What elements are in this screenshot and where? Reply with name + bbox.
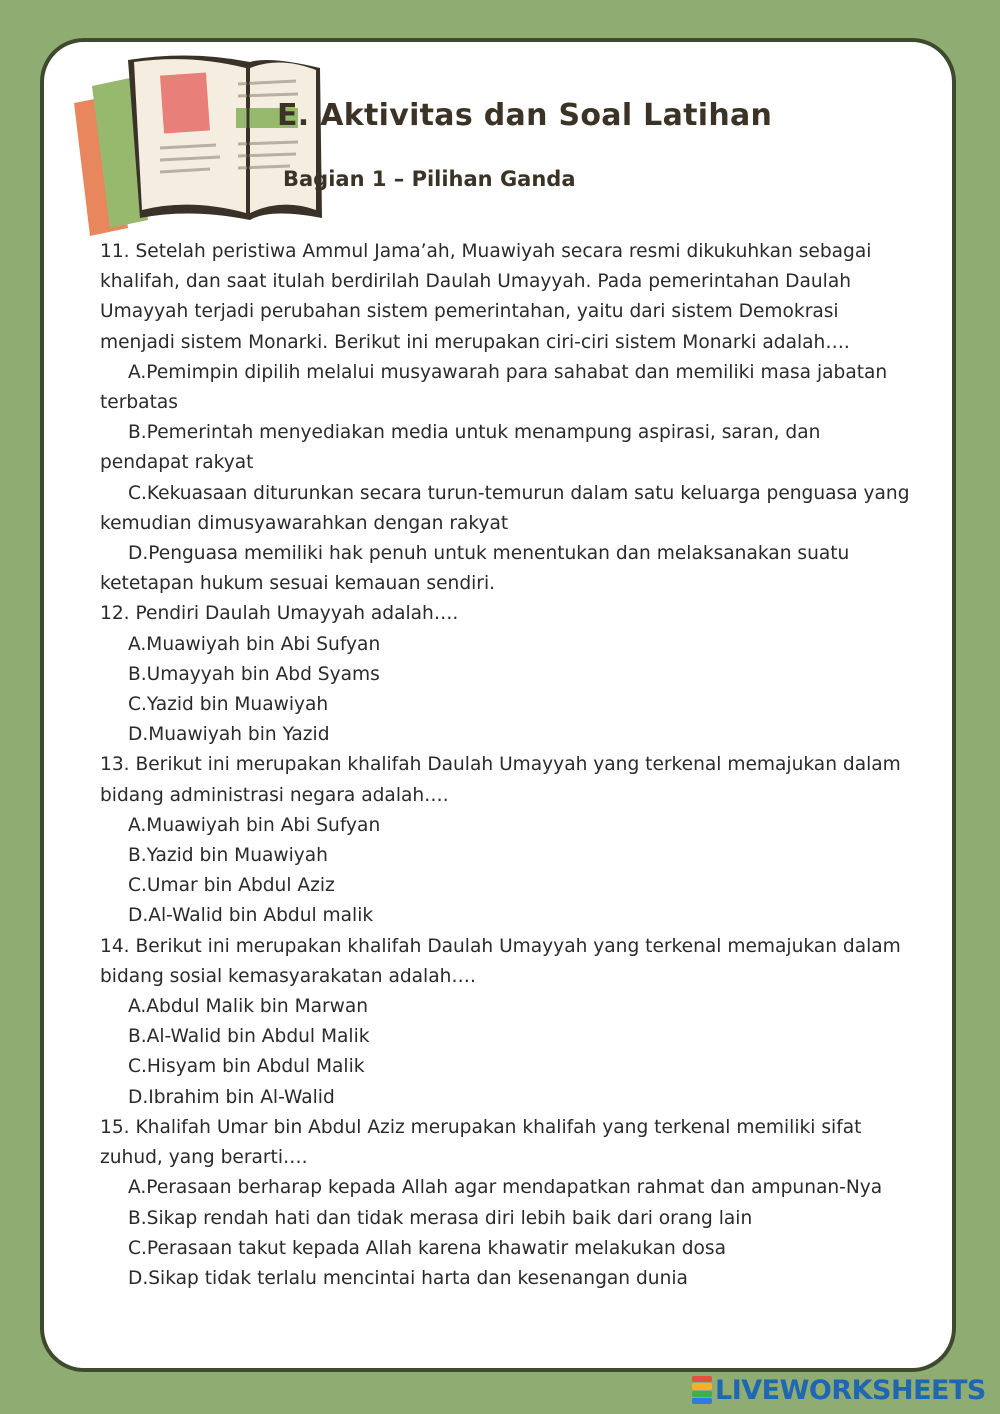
option-b: B.Umayyah bin Abd Syams [128,663,380,685]
option-b: B.Al-Walid bin Abdul Malik [128,1026,370,1048]
question-text: 15. Khalifah Umar bin Abdul Aziz merupakan khalifah yang terkenal memiliki sifat zuhud, yang berarti…. [100,1116,862,1169]
option-b: B.Yazid bin Muawiyah [128,845,328,867]
open-book-icon [70,48,330,238]
option-c: C.Hisyam bin Abdul Malik [128,1056,365,1078]
option-a: A.Muawiyah bin Abi Sufyan [128,633,381,655]
option-a: A.Muawiyah bin Abi Sufyan [128,814,381,836]
option-c: C.Kekuasaan diturunkan secara turun-temurun dalam satu keluarga penguasa yang kemudian dimusyawarahkan dengan rakyat [100,482,910,534]
option-d: D.Muawiyah bin Yazid [128,724,330,746]
brand-name: LIVEWORKSHEETS [715,1374,986,1406]
page-title: E. Aktivitas dan Soal Latihan [277,98,773,133]
question-text: 11. Setelah peristiwa Ammul Jama’ah, Muawiyah secara resmi dikukuhkan sebagai khalifah, dan saat itulah berdirilah Daulah Umayyah. Pada pemerintahan Daulah Umayyah terjadi perubahan sistem pemerintahan, yaitu dari sistem Demokrasi menjadi sistem Monarki. Berikut ini merupakan ciri-ciri sistem Monarki adalah…. [100,241,872,353]
question-item [100,237,912,599]
option-a: A.Pemimpin dipilih melalui musyawarah para sahabat dan memiliki masa jabatan terbatas [100,361,888,414]
option-a: A.Perasaan berharap kepada Allah agar mendapatkan rahmat dan ampunan-Nya [128,1177,883,1199]
question-text: 12. Pendiri Daulah Umayyah adalah…. [100,603,459,625]
liveworksheets-brand[interactable] [692,1374,986,1406]
option-b: B.Sikap rendah hati dan tidak merasa diri lebih baik dari orang lain [128,1207,753,1229]
option-d: D.Sikap tidak terlalu mencintai harta dan kesenangan dunia [128,1267,688,1289]
option-b: B.Pemerintah menyediakan media untuk menampung aspirasi, saran, dan pendapat rakyat [100,422,821,474]
option-d: D.Ibrahim bin Al-Walid [128,1086,335,1108]
liveworksheets-logo-icon [692,1376,712,1404]
option-d: D.Penguasa memiliki hak penuh untuk menentukan dan melaksanakan suatu ketetapan hukum sesuai kemauan sendiri. [100,543,850,595]
question-text: 13. Berikut ini merupakan khalifah Daulah Umayyah yang terkenal memajukan dalam bidang administrasi negara adalah…. [100,754,901,806]
question-list [100,237,912,1294]
option-c: C.Perasaan takut kepada Allah karena khawatir melakukan dosa [128,1237,726,1259]
option-c: C.Yazid bin Muawiyah [128,694,329,716]
question-item [100,599,912,750]
option-d: D.Al-Walid bin Abdul malik [128,905,374,927]
option-c: C.Umar bin Abdul Aziz [128,875,335,897]
question-item [100,1113,912,1294]
question-item [100,750,912,931]
question-text: 14. Berikut ini merupakan khalifah Daulah Umayyah yang terkenal memajukan dalam bidang sosial kemasyarakatan adalah…. [100,935,901,987]
question-item [100,932,912,1113]
section-subtitle: Bagian 1 – Pilihan Ganda [283,167,576,191]
option-a: A.Abdul Malik bin Marwan [128,996,369,1018]
